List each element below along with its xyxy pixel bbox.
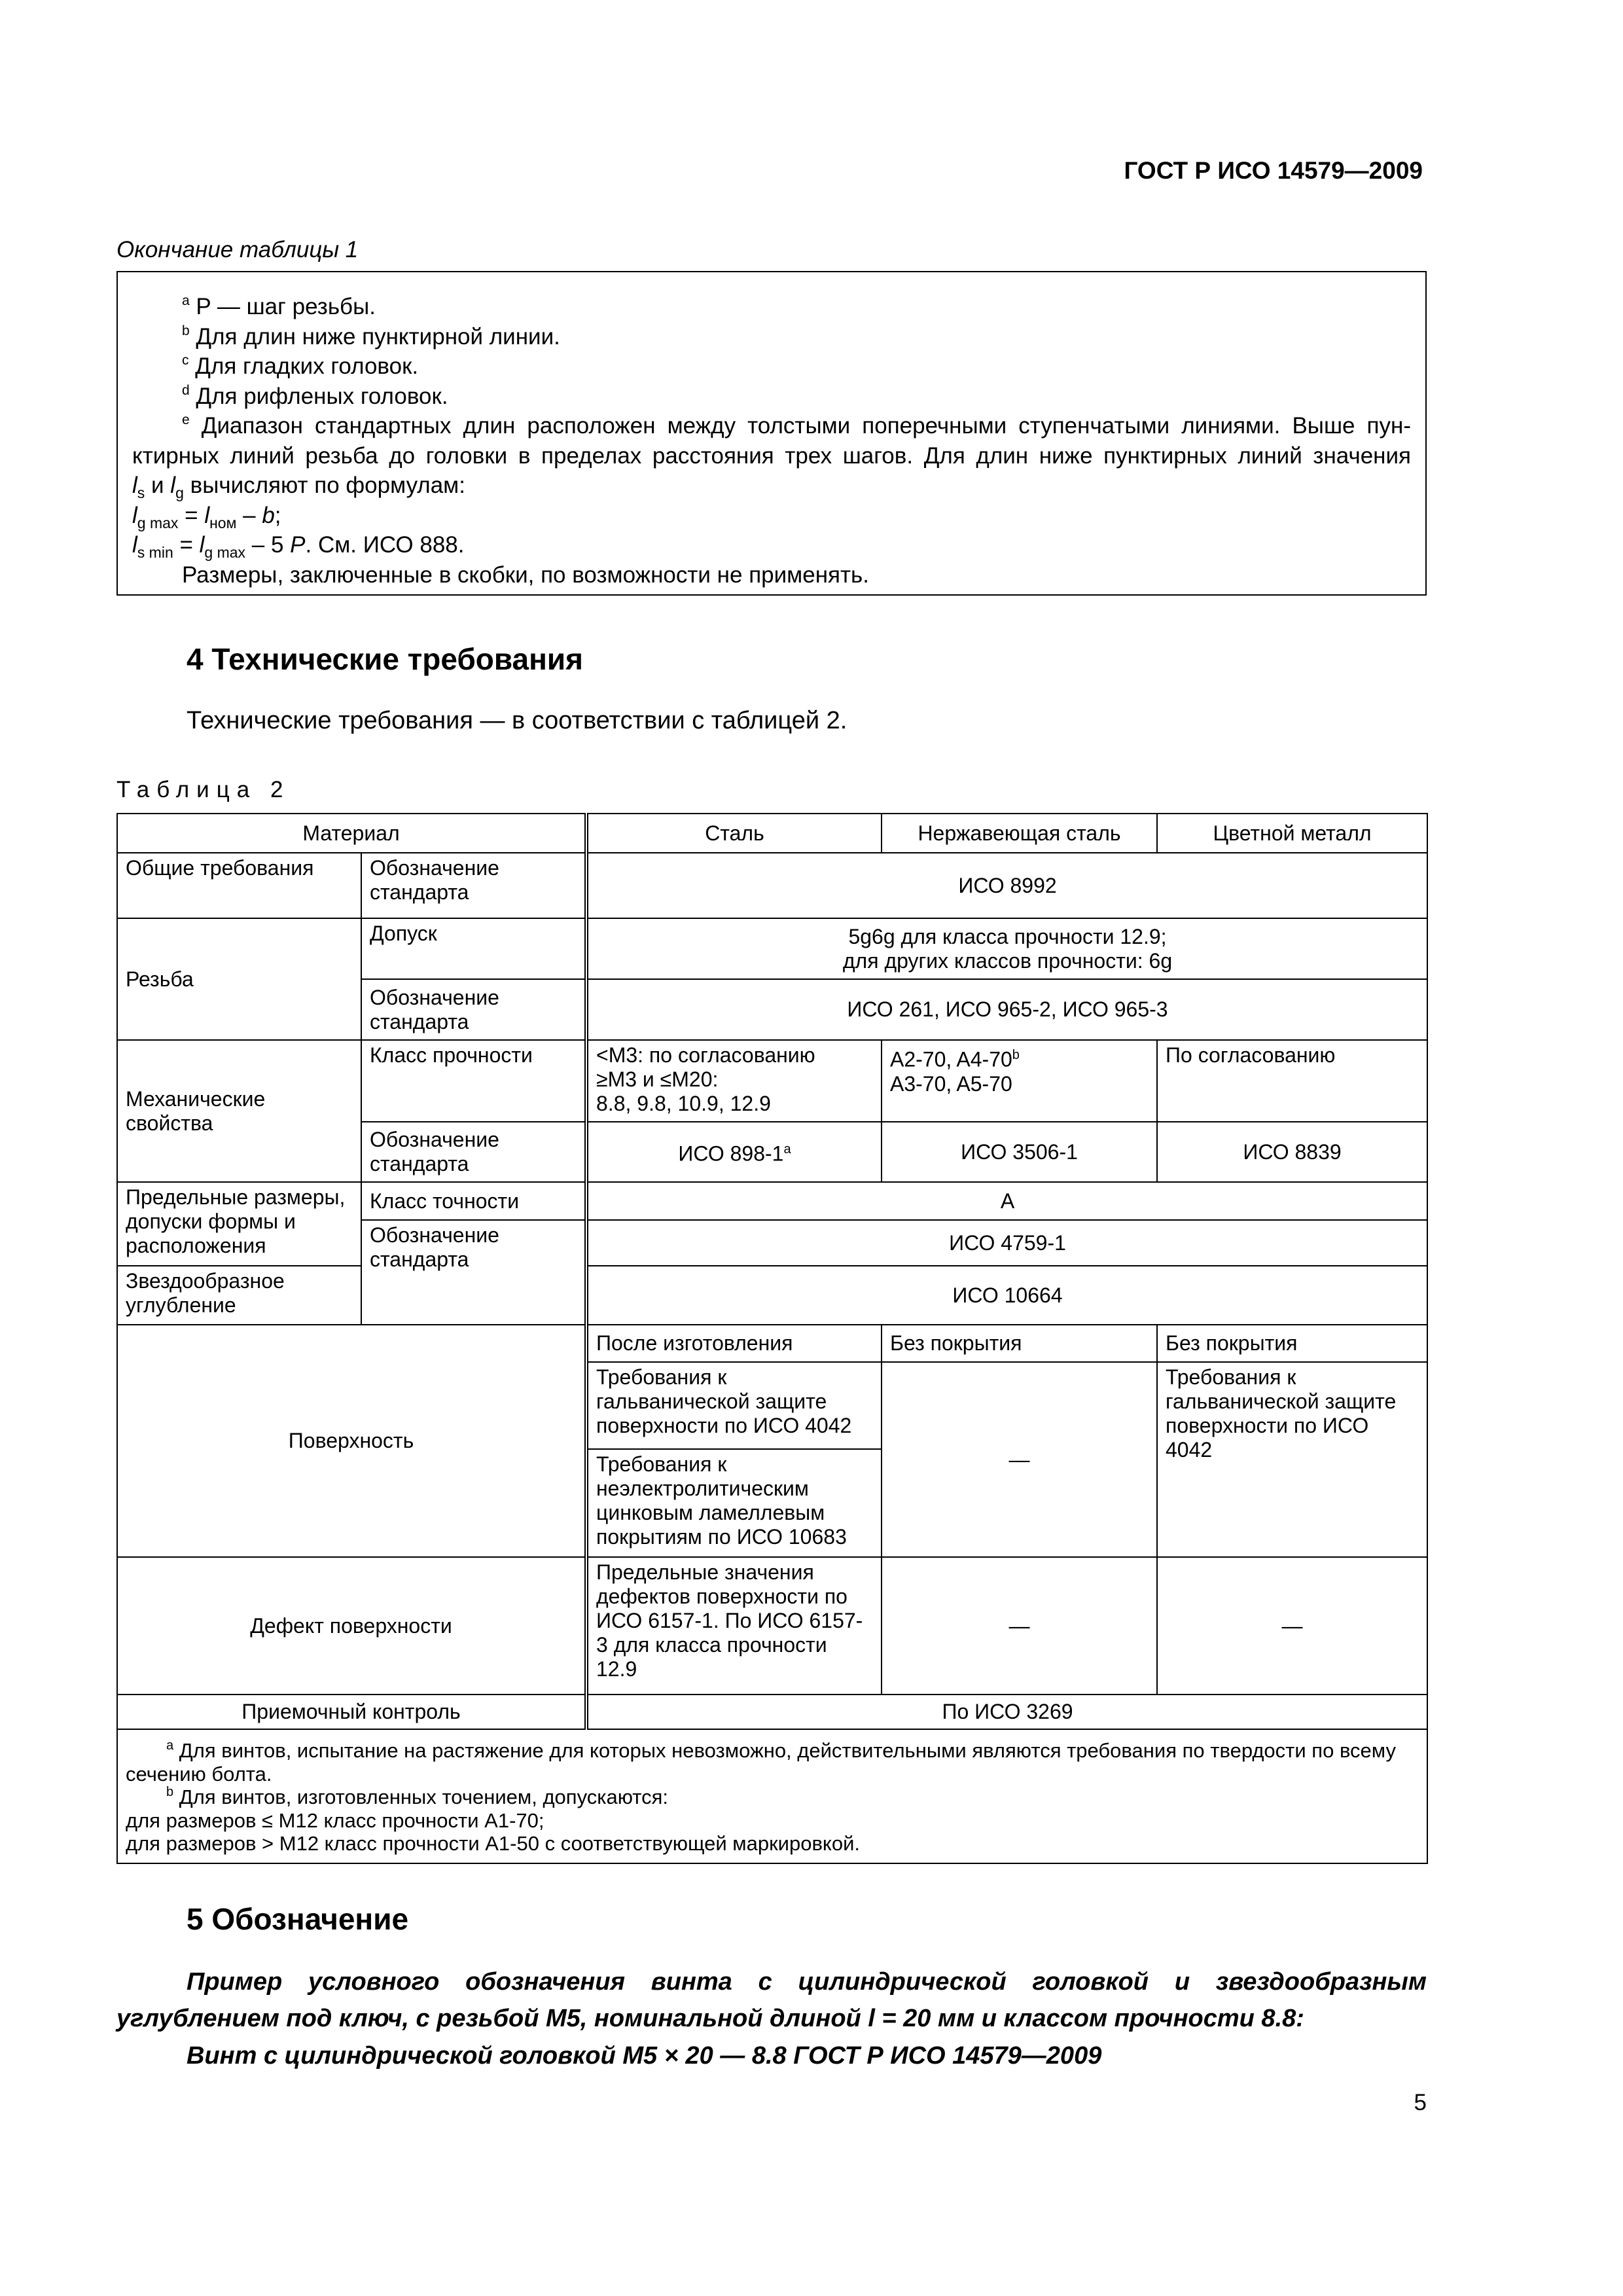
surface-steel-zinc-flake: Требования к неэлектролитическим цинковым ламеллевым покрытиям по ИСО 10683 xyxy=(586,1449,882,1557)
acceptance-value: По ИСО 3269 xyxy=(586,1695,1427,1729)
table-row xyxy=(117,918,1427,979)
steel-strength-class: <M3: по согласованию ≥M3 и ≤M20: 8.8, 9.8, 10.9, 12.9 xyxy=(586,1040,882,1122)
surface-stainless-dash: — xyxy=(882,1362,1157,1557)
note-d: $^d$ Для рифленых головок. xyxy=(182,382,448,409)
table2 xyxy=(116,813,1428,1864)
note-e-line1: $^e$ Диапазон стандартных длин расположен между толстыми поперечными ступенчатыми линиями. Выше пун- xyxy=(182,412,1411,439)
section5-title: 5 Обозначение xyxy=(187,1902,409,1936)
footnote-b-line2: для размеров ≤ M12 класс прочности A1-70; xyxy=(126,1808,544,1832)
footnote-a: $^a$ Для винтов, испытание на растяжение для которых невозможно, действительными являются требования по твердости по всему сечению болта. xyxy=(126,1738,1396,1785)
table-row xyxy=(117,1040,1427,1122)
surface-nonferrous-uncoated: Без покрытия xyxy=(1157,1325,1427,1362)
table-row xyxy=(117,1266,1427,1325)
formula-ls-min: $l_{s min} = l_{g max} - 5$ P. См. ИСО 888. xyxy=(132,532,465,561)
table-row xyxy=(117,1557,1427,1695)
thread-std-value: ИСО 261, ИСО 965-2, ИСО 965-3 xyxy=(586,979,1427,1040)
surface-nonferrous-galvanic: Требования к гальванической защите поверхности по ИСО 4042 xyxy=(1157,1362,1427,1557)
formula-lg-max: $l_{g max} = l_{ном} - b$; xyxy=(132,502,281,531)
surface-steel-galvanic: Требования к гальванической защите поверхности по ИСО 4042 xyxy=(586,1362,882,1449)
accuracy-class-label: Класс точности xyxy=(361,1182,586,1220)
table-row xyxy=(117,814,1427,853)
accuracy-class-value: A xyxy=(586,1182,1427,1220)
stainless-mechanical-std: ИСО 3506-1 xyxy=(882,1122,1157,1182)
defect-stainless: — xyxy=(882,1557,1157,1695)
limits-label: Предельные размеры, допуски формы и расположения xyxy=(117,1182,361,1266)
limits-std-label: Обозначение стандарта xyxy=(361,1220,586,1325)
surface-stainless-uncoated: Без покрытия xyxy=(882,1325,1157,1362)
table-row xyxy=(117,1325,1427,1362)
header-stainless: Нержавеющая сталь xyxy=(882,814,1157,853)
table-row xyxy=(117,1729,1427,1863)
table-row xyxy=(117,1182,1427,1220)
header-nonferrous: Цветной металл xyxy=(1157,814,1427,853)
limits-std-value: ИСО 4759-1 xyxy=(586,1220,1427,1266)
note-b: $^b$ Для длин ниже пунктирной линии. xyxy=(182,323,560,350)
recess-label: Звездообразное углубление xyxy=(117,1266,361,1325)
defect-label: Дефект поверхности xyxy=(117,1557,586,1695)
page-number: 5 xyxy=(1414,2090,1427,2115)
designation-string: Винт с цилиндрической головкой M5 × 20 — 8.8 ГОСТ Р ИСО 14579—2009 xyxy=(187,2042,1102,2070)
mechanical-std-label: Обозначение стандарта xyxy=(361,1122,586,1182)
footnote-b: $^b$ Для винтов, изготовленных точением, допускаются: xyxy=(166,1785,669,1808)
header-material: Материал xyxy=(117,814,586,853)
example-line2: углублением под ключ, с резьбой M5, номинальной длиной l = 20 мм и классом прочности 8.8: xyxy=(116,2005,1304,2032)
note-dims: Размеры, заключенные в скобки, по возможности не применять. xyxy=(182,562,869,588)
surface-label: Поверхность xyxy=(117,1325,586,1557)
acceptance-label: Приемочный контроль xyxy=(117,1695,586,1729)
thread-label: Резьба xyxy=(117,918,361,1040)
nonferrous-strength-class: По согласованию xyxy=(1157,1040,1427,1122)
table-row xyxy=(117,853,1427,918)
header-steel: Сталь xyxy=(586,814,882,853)
section4-text: Технические требования — в соответствии с таблицей 2. xyxy=(187,707,847,734)
note-e-line3: $l_s$ и $l_g$ вычисляют по формулам: xyxy=(132,473,465,501)
steel-mechanical-std: ИСО 898-1$^a$ xyxy=(586,1122,882,1182)
thread-std-label: Обозначение стандарта xyxy=(361,979,586,1040)
section4-title: 4 Технические требования xyxy=(187,642,583,676)
nonferrous-mechanical-std: ИСО 8839 xyxy=(1157,1122,1427,1182)
footnote-b-line3: для размеров > M12 класс прочности A1-50 с соответствующей маркировкой. xyxy=(126,1832,860,1855)
defect-nonferrous: — xyxy=(1157,1557,1427,1695)
stainless-strength-class: A2-70, A4-70$^b$ A3-70, A5-70 xyxy=(882,1040,1157,1122)
example-line1: Пример условного обозначения винта с цилиндрической головкой и звездообразным xyxy=(187,1968,1427,1996)
designation-example xyxy=(116,1964,1427,2037)
table-row xyxy=(117,1695,1427,1729)
note-c: $^c$ Для гладких головок. xyxy=(182,353,419,379)
strength-class-label: Класс прочности xyxy=(361,1040,586,1122)
recess-value: ИСО 10664 xyxy=(586,1266,1427,1325)
general-std-value: ИСО 8992 xyxy=(586,853,1427,918)
general-requirements-label: Общие требования xyxy=(117,853,361,918)
note-a: $^a$ P — шаг резьбы. xyxy=(182,293,376,319)
mechanical-label: Механические свойства xyxy=(117,1040,361,1182)
defect-steel: Предельные значения дефектов поверхности по ИСО 6157-1. По ИСО 6157-3 для класса прочности 12.9 xyxy=(586,1557,882,1695)
table2-footnotes xyxy=(117,1729,1427,1863)
document-header: ГОСТ Р ИСО 14579—2009 xyxy=(1124,157,1423,184)
table1-continuation-caption: Окончание таблицы 1 xyxy=(116,237,359,262)
table2-caption: Таблица 2 xyxy=(116,777,291,802)
thread-tolerance-value: 5g6g для класса прочности 12.9; для других классов прочности: 6g xyxy=(586,918,1427,979)
thread-tolerance-label: Допуск xyxy=(361,918,586,979)
general-std-label: Обозначение стандарта xyxy=(361,853,586,918)
table1-notes-box xyxy=(116,271,1427,596)
surface-steel-after-manufacture: После изготовления xyxy=(586,1325,882,1362)
note-e-line2: ктирных линий резьба до головки в пределах расстояния трех шагов. Для длин ниже пунктирных линий значения xyxy=(132,442,1411,469)
